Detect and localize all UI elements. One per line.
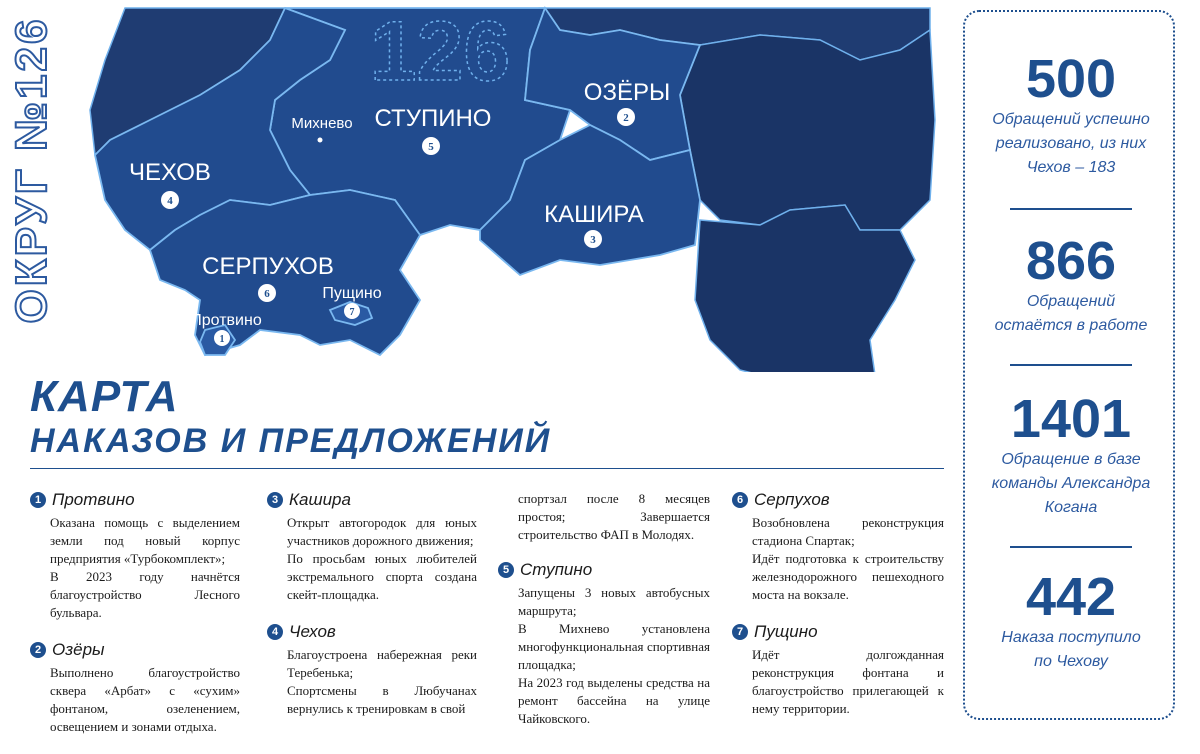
item-chekhov-continued: спортзал после 8 месяцев простоя; Завершается строительство ФАП в Молодях.: [518, 491, 710, 542]
item-text: На 2023 год выделены средства на ремонт бассейна на улице Чайковского.: [518, 675, 710, 726]
page-title: КАРТА: [30, 372, 179, 421]
item-title: Серпухов: [754, 490, 830, 509]
item-text: Идёт подготовка к строительству железнодорожного пешеходного моста на вокзале.: [752, 551, 944, 602]
item-title: Чехов: [289, 622, 336, 641]
item-text: В Михнево установлена многофункциональная спортивная площадка;: [518, 621, 710, 672]
item-text: Выполнено благоустройство сквера «Арбат» с «сухим» фонтаном, озеленением, освещением и зонами отдыха.: [50, 665, 240, 734]
stat-description: Обращений остаётся в работе: [994, 293, 1148, 334]
map-label-ozery: ОЗЁРЫ: [583, 79, 671, 106]
item-title: Ступино: [520, 560, 593, 579]
item-text: Идёт долгожданная реконструкция фонтана и благоустройство прилегающей к нему территории.: [752, 647, 944, 716]
item-serpukhov: [736, 490, 944, 604]
item-text: Оказана помощь с выделением земли под новый корпус предприятия «Турбокомплект»;: [50, 515, 240, 566]
map-badge-1: [214, 330, 230, 346]
item-number-badge: 2: [30, 642, 46, 658]
stat-block: [965, 50, 1177, 180]
map-badge-6: [258, 284, 276, 302]
item-kashira: [271, 490, 477, 604]
map-label-serpukhov: СЕРПУХОВ: [202, 253, 334, 280]
map-label-protvino: Протвино: [190, 312, 262, 329]
svg-text:2: 2: [623, 112, 629, 124]
map-big-number: 126: [369, 4, 511, 98]
stat-value: 1401: [1010, 389, 1132, 449]
item-text: Возобновлена реконструкция стадиона Спартак;: [752, 515, 944, 548]
column-1: [34, 490, 240, 754]
item-title: Протвино: [52, 490, 135, 509]
item-ozery: [34, 640, 240, 736]
stat-divider: [1010, 208, 1132, 210]
item-protvino: [34, 490, 240, 622]
item-number-badge: 4: [267, 624, 283, 640]
svg-text:1: 1: [219, 334, 225, 345]
item-text: Запущены 3 новых автобусных маршрута;: [518, 585, 710, 618]
stat-block: [965, 390, 1177, 520]
item-text: Открыт автогородок для юных участников дорожного движения;: [287, 515, 477, 548]
item-pushchino: [736, 622, 944, 718]
item-number-badge: 1: [30, 492, 46, 508]
outside-region-southeast: [695, 205, 915, 372]
item-title: Кашира: [289, 490, 351, 509]
stat-description: Наказа поступило по Чехову: [1001, 629, 1141, 670]
item-text: В 2023 году начнётся благоустройство Лесного бульвара.: [50, 569, 240, 620]
item-text: По просьбам юных любителей экстремального спорта создана скейт-площадка.: [287, 551, 477, 602]
page-subtitle: НАКАЗОВ И ПРЕДЛОЖЕНИЙ: [30, 422, 552, 460]
stat-description: Обращение в базе команды Александра Когана: [991, 451, 1151, 516]
stat-description: Обращений успешно реализовано, из них Чехов – 183: [992, 111, 1150, 176]
svg-text:4: 4: [167, 195, 173, 207]
map-badge-7: [344, 303, 360, 319]
column-3: [502, 490, 710, 746]
map-label-chekhov: ЧЕХОВ: [129, 159, 211, 186]
map-label-kashira: КАШИРА: [544, 201, 644, 228]
map-badge-2: [617, 108, 635, 126]
item-text: Спортсмены в Любучанах вернулись к тренировкам в свой: [287, 683, 477, 716]
svg-text:6: 6: [264, 288, 270, 300]
stat-value: 500: [1025, 49, 1117, 109]
stat-value: 442: [1025, 567, 1117, 627]
item-number-badge: 3: [267, 492, 283, 508]
title-divider: [30, 468, 944, 469]
item-chekhov: [271, 622, 477, 718]
item-title: Пущино: [754, 622, 818, 641]
svg-text:5: 5: [428, 141, 434, 153]
map-badge-3: [584, 230, 602, 248]
map-label-pushchino: Пущино: [322, 285, 382, 302]
svg-text:3: 3: [590, 234, 596, 246]
map-badge-5: [422, 137, 440, 155]
item-title: Озёры: [52, 640, 105, 659]
column-2: [271, 490, 477, 736]
svg-text:7: 7: [349, 307, 355, 318]
map-label-mikhnevo: Михнево: [291, 115, 353, 132]
item-number-badge: 7: [732, 624, 748, 640]
item-number-badge: 5: [498, 562, 514, 578]
map-label-stupino: СТУПИНО: [374, 105, 492, 132]
item-number-badge: 6: [732, 492, 748, 508]
stat-block: [965, 568, 1177, 674]
stat-divider: [1010, 546, 1132, 548]
town-dot-mikhnevo: [318, 138, 323, 143]
vertical-district-title: ОКРУГ №126: [7, 16, 56, 324]
column-4: [736, 490, 944, 736]
item-stupino: [502, 560, 710, 728]
item-text: Благоустроена набережная реки Теребенька;: [287, 647, 477, 680]
district-map: [0, 0, 945, 372]
stat-value: 866: [1025, 231, 1117, 291]
stats-panel: [963, 10, 1175, 720]
stat-block: [965, 232, 1177, 338]
stat-divider: [1010, 364, 1132, 366]
map-badge-4: [161, 191, 179, 209]
outside-region-east: [680, 30, 935, 230]
